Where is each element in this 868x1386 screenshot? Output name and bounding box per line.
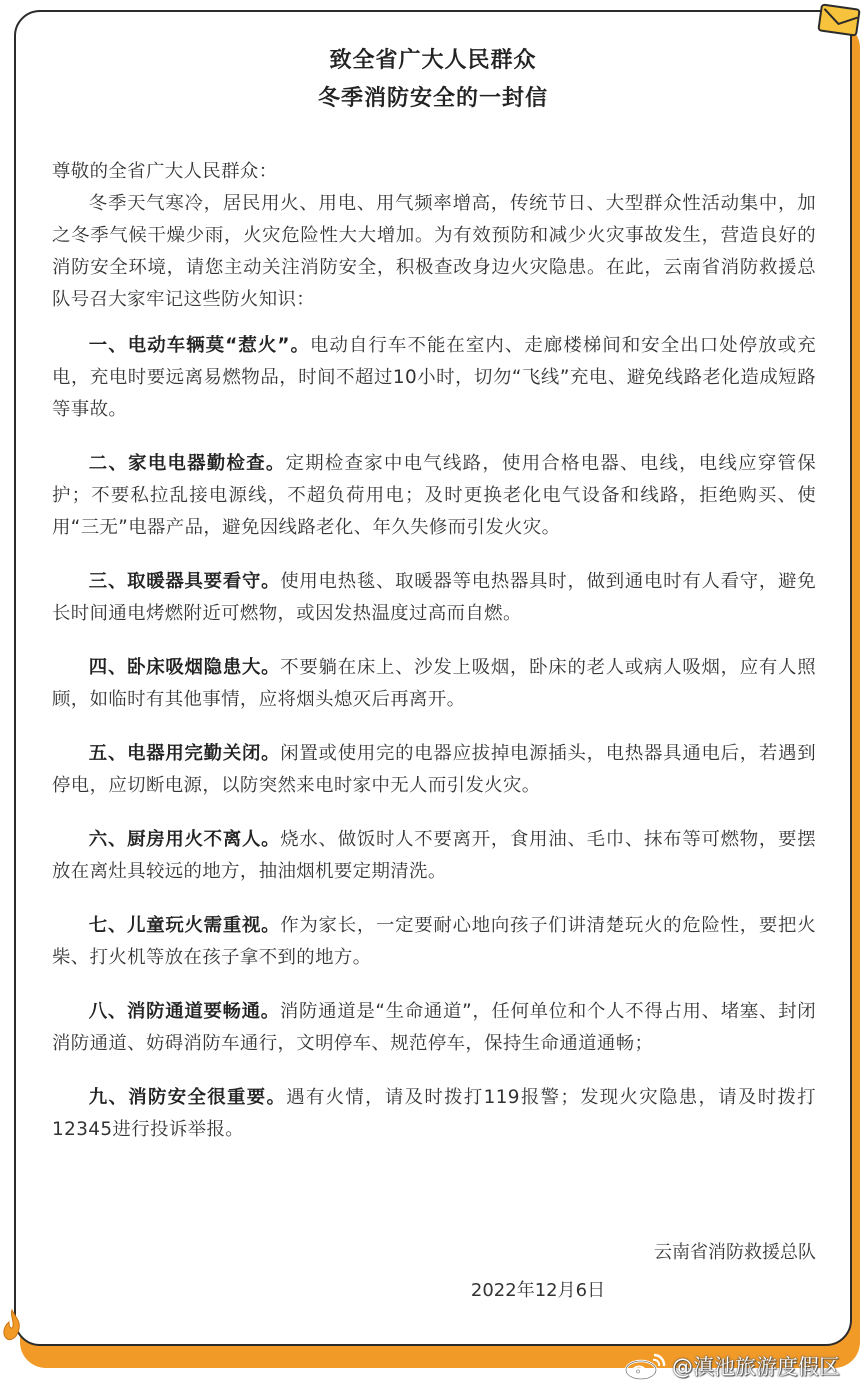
item-text: 定期检查家中电气线路，使用合格电器、电线，电线应穿管保护；不要私拉乱接电源线，不超负荷用电；及时更换老化电气设备和线路，拒绝购买、使用“三无”电器产品，避免因线路老化、年久失修而引发火灾。 <box>52 453 816 538</box>
item-text: 使用电热毯、取暖器等电热器具时，做到通电时有人看守，避免长时间通电烤燃附近可燃物，或因发热温度过高而自燃。 <box>52 571 816 624</box>
watermark-text: @滇池旅游度假区 <box>672 1355 840 1379</box>
item-text: 不要躺在床上、沙发上吸烟，卧床的老人或病人吸烟，应有人照顾，如临时有其他事情，应将烟头熄灭后再离开。 <box>52 657 816 710</box>
signature-organization: 云南省消防救援总队 <box>654 1242 816 1263</box>
item-heading: 二、家电电器勤检查。 <box>88 453 286 474</box>
item-text: 闲置或使用完的电器应拔掉电源插头，电热器具通电后，若遇到停电，应切断电源，以防突然来电时家中无人而引发火灾。 <box>52 743 816 796</box>
item-text: 遇有火情，请及时拨打119报警；发现火灾隐患，请及时拨打12345进行投诉举报。 <box>52 1087 816 1140</box>
flame-deco-icon <box>0 1308 26 1348</box>
item-text: 作为家长，一定要耐心地向孩子们讲清楚玩火的危险性，要把火柴、打火机等放在孩子拿不到的地方。 <box>52 915 816 968</box>
letter-title-line1: 致全省广大人民群众 <box>329 48 537 73</box>
list-item <box>52 824 816 888</box>
letter-title-line2: 冬季消防安全的一封信 <box>317 86 548 111</box>
item-heading: 九、消防安全很重要。 <box>88 1087 287 1108</box>
item-heading: 三、取暖器具要看守。 <box>88 571 281 592</box>
envelope-icon <box>816 2 862 40</box>
item-text: 烧水、做饭时人不要离开，食用油、毛巾、抹布等可燃物，要摆放在离灶具较远的地方，抽油烟机要定期清洗。 <box>52 829 816 882</box>
signature-date: 2022年12月6日 <box>470 1280 606 1301</box>
item-heading: 一、电动车辆莫“惹火”。 <box>88 335 311 356</box>
item-heading: 七、儿童玩火需重视。 <box>88 915 281 936</box>
list-item <box>52 996 816 1060</box>
list-item <box>52 652 816 716</box>
letter-greeting: 尊敬的全省广大人民群众： <box>52 161 278 182</box>
list-item <box>52 330 816 426</box>
list-item <box>52 1082 816 1146</box>
list-item <box>52 566 816 630</box>
list-item <box>52 738 816 802</box>
list-item <box>52 910 816 974</box>
item-heading: 四、卧床吸烟隐患大。 <box>88 657 281 678</box>
item-text: 消防通道是“生命通道”，任何单位和个人不得占用、堵塞、封闭消防通道、妨碍消防车通行，文明停车、规范停车，保持生命通道通畅； <box>52 1001 816 1054</box>
list-item <box>52 448 816 544</box>
item-heading: 六、厨房用火不离人。 <box>88 829 281 850</box>
letter-intro: 冬季天气寒冷，居民用火、用电、用气频率增高，传统节日、大型群众性活动集中，加之冬季气候干燥少雨，火灾危险性大大增加。为有效预防和减少火灾事故发生，营造良好的消防安全环境，请您主动关注消防安全，积极查改身边火灾隐患。在此，云南省消防救援总队号召大家牢记这些防火知识： <box>52 193 816 310</box>
watermark <box>624 1346 840 1386</box>
item-heading: 五、电器用完勤关闭。 <box>88 743 281 764</box>
weibo-logo-icon <box>624 1351 668 1381</box>
item-text: 电动自行车不能在室内、走廊楼梯间和安全出口处停放或充电，充电时要远离易燃物品，时间不超过10小时，切勿“飞线”充电、避免线路老化造成短路等事故。 <box>52 335 816 420</box>
letter-body <box>52 156 816 1146</box>
item-heading: 八、消防通道要畅通。 <box>88 1001 280 1022</box>
